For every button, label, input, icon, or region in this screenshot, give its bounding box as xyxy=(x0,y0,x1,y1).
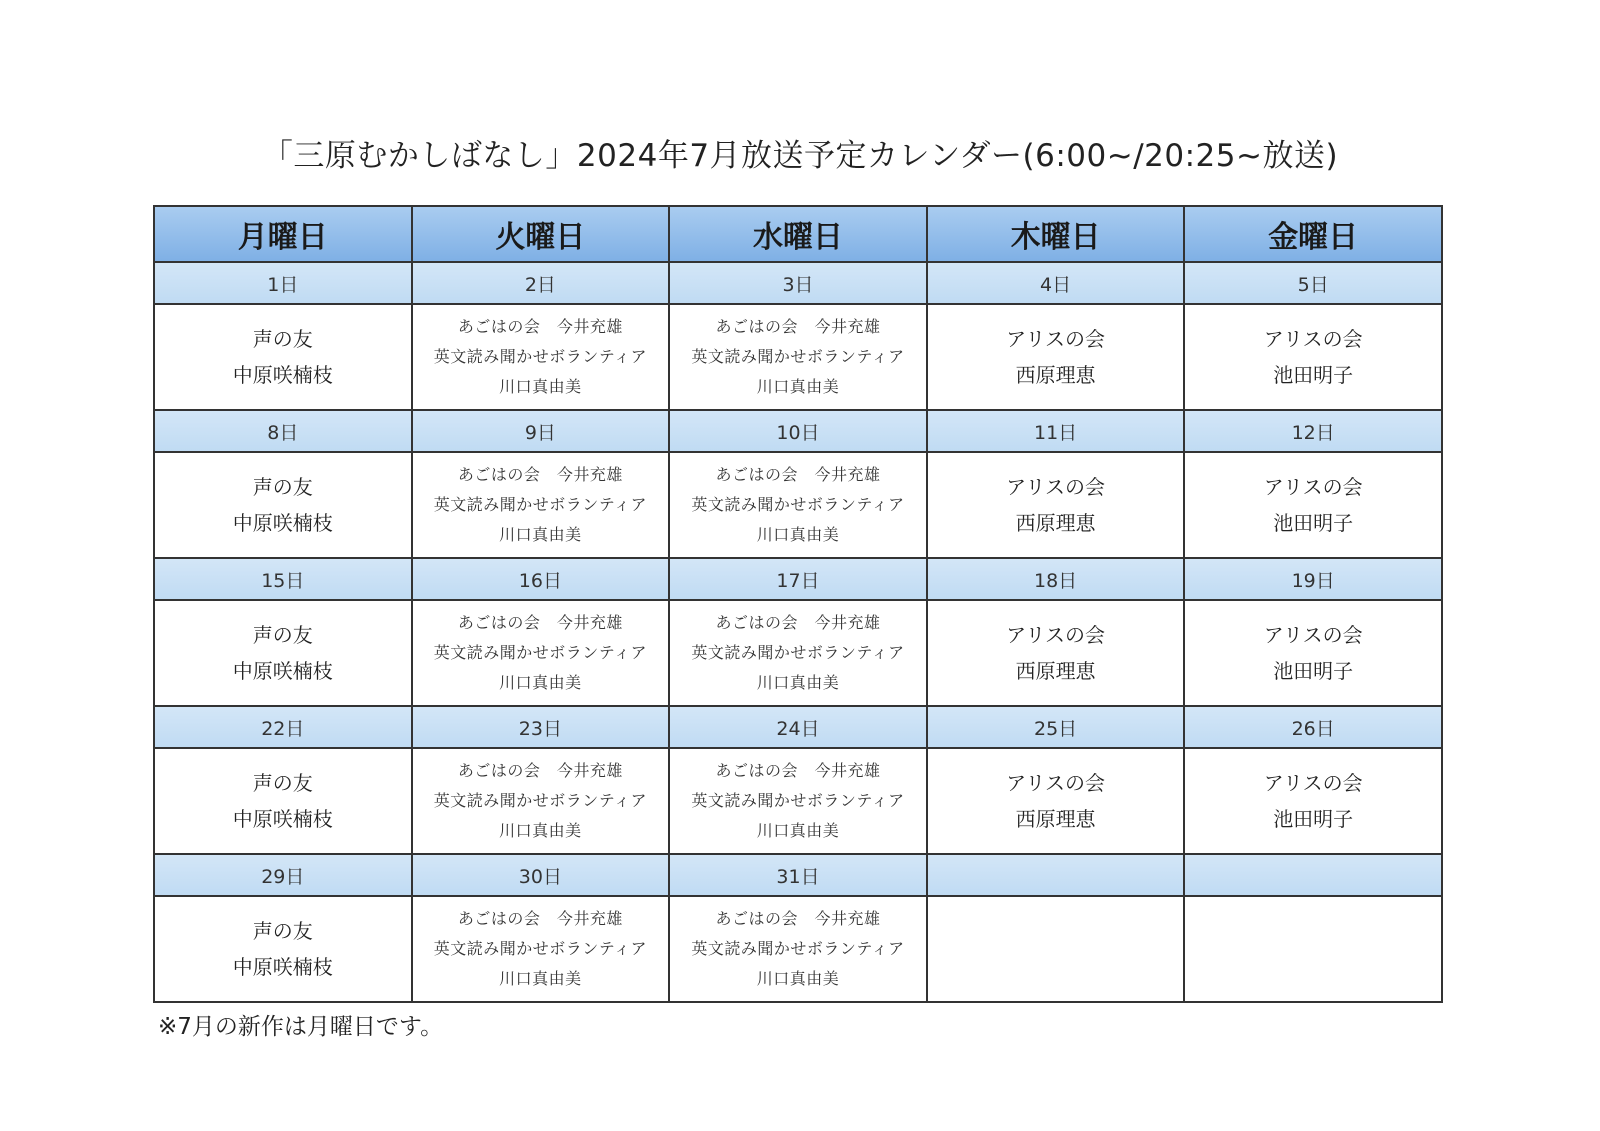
date-row xyxy=(154,558,1442,600)
program-group: アリスの会 xyxy=(1006,327,1105,351)
program-line: 中原咲楠枝 xyxy=(232,511,333,535)
program-line: 池田明子 xyxy=(1273,511,1354,535)
date-cell: 18日 xyxy=(927,558,1185,600)
program-cell xyxy=(669,748,927,854)
page-title: 「三原むかしばなし」2024年7月放送予定カレンダー(6:00~/20:25~放送) xyxy=(261,138,1339,174)
program-cell xyxy=(154,896,412,1002)
program-cell xyxy=(927,304,1185,410)
date-cell: 26日 xyxy=(1184,706,1442,748)
program-line: 川口真由美 xyxy=(499,377,582,396)
program-line: 英文読み聞かせボランティア xyxy=(691,643,905,662)
program-line: 英文読み聞かせボランティア xyxy=(691,495,905,514)
program-line: 川口真由美 xyxy=(499,969,582,988)
date-cell: 23日 xyxy=(412,706,670,748)
program-cell xyxy=(669,600,927,706)
weekday-header-row xyxy=(154,206,1442,262)
weekday-header-tue: 火曜日 xyxy=(412,206,670,262)
program-group: アリスの会 xyxy=(1263,771,1363,795)
weekday-header-fri: 金曜日 xyxy=(1184,206,1442,262)
program-cell xyxy=(1184,600,1442,706)
program-line: 西原理恵 xyxy=(1015,807,1096,831)
program-group: あごはの会 今井充雄 xyxy=(715,465,881,484)
program-line: 川口真由美 xyxy=(499,673,582,692)
date-cell: 8日 xyxy=(154,410,412,452)
program-cell xyxy=(154,600,412,706)
weekday-header-thu: 木曜日 xyxy=(927,206,1185,262)
date-cell: 12日 xyxy=(1184,410,1442,452)
date-row xyxy=(154,410,1442,452)
program-line: 川口真由美 xyxy=(756,969,840,988)
program-group: あごはの会 今井充雄 xyxy=(715,909,881,928)
program-group: 声の友 xyxy=(252,475,313,499)
program-cell xyxy=(927,452,1185,558)
program-cell xyxy=(669,896,927,1002)
program-group: 声の友 xyxy=(252,919,313,943)
date-cell: 10日 xyxy=(669,410,927,452)
program-line: 英文読み聞かせボランティア xyxy=(691,347,905,366)
program-group: あごはの会 今井充雄 xyxy=(457,465,623,484)
date-cell: 11日 xyxy=(927,410,1185,452)
program-line: 池田明子 xyxy=(1273,807,1354,831)
program-cell xyxy=(927,896,1185,1002)
program-cell xyxy=(412,304,670,410)
program-group: あごはの会 今井充雄 xyxy=(457,761,623,780)
program-group: 声の友 xyxy=(252,327,313,351)
date-cell: 17日 xyxy=(669,558,927,600)
weekday-header-mon: 月曜日 xyxy=(154,206,412,262)
program-line: 西原理恵 xyxy=(1015,363,1096,387)
date-row xyxy=(154,706,1442,748)
date-cell: 29日 xyxy=(154,854,412,896)
program-row xyxy=(154,896,1442,1002)
program-row xyxy=(154,748,1442,854)
program-group: あごはの会 今井充雄 xyxy=(715,761,881,780)
program-line: 川口真由美 xyxy=(756,821,840,840)
program-cell xyxy=(1184,896,1442,1002)
program-cell xyxy=(412,600,670,706)
program-cell xyxy=(927,748,1185,854)
program-row xyxy=(154,600,1442,706)
date-cell: 31日 xyxy=(669,854,927,896)
program-line: 英文読み聞かせボランティア xyxy=(433,939,647,958)
program-group: アリスの会 xyxy=(1263,475,1363,499)
program-cell xyxy=(1184,748,1442,854)
program-line: 英文読み聞かせボランティア xyxy=(433,495,647,514)
program-group: アリスの会 xyxy=(1263,327,1363,351)
program-group: あごはの会 今井充雄 xyxy=(457,613,623,632)
program-cell xyxy=(669,304,927,410)
program-line: 中原咲楠枝 xyxy=(232,659,333,683)
footnote: ※7月の新作は月曜日です。 xyxy=(158,1014,444,1040)
program-line: 川口真由美 xyxy=(756,377,840,396)
program-cell xyxy=(1184,304,1442,410)
program-cell xyxy=(154,304,412,410)
program-cell xyxy=(154,748,412,854)
program-line: 川口真由美 xyxy=(499,821,582,840)
date-cell: 25日 xyxy=(927,706,1185,748)
program-group: 声の友 xyxy=(252,623,313,647)
program-line: 中原咲楠枝 xyxy=(232,807,333,831)
date-cell: 3日 xyxy=(669,262,927,304)
program-group: あごはの会 今井充雄 xyxy=(457,909,623,928)
program-group: アリスの会 xyxy=(1263,623,1363,647)
program-cell xyxy=(927,600,1185,706)
program-line: 英文読み聞かせボランティア xyxy=(433,643,647,662)
program-group: アリスの会 xyxy=(1006,623,1105,647)
program-cell xyxy=(412,748,670,854)
program-line: 川口真由美 xyxy=(499,525,582,544)
program-group: アリスの会 xyxy=(1006,771,1105,795)
program-line: 西原理恵 xyxy=(1015,659,1096,683)
program-line: 池田明子 xyxy=(1273,659,1354,683)
date-cell: 16日 xyxy=(412,558,670,600)
program-line: 川口真由美 xyxy=(756,525,840,544)
program-group: あごはの会 今井充雄 xyxy=(457,317,623,336)
program-cell xyxy=(412,452,670,558)
program-line: 英文読み聞かせボランティア xyxy=(433,791,647,810)
program-row xyxy=(154,304,1442,410)
weekday-header-wed: 水曜日 xyxy=(669,206,927,262)
date-cell: 30日 xyxy=(412,854,670,896)
date-row xyxy=(154,262,1442,304)
program-line: 中原咲楠枝 xyxy=(232,363,333,387)
program-group: 声の友 xyxy=(252,771,313,795)
program-line: 英文読み聞かせボランティア xyxy=(691,939,905,958)
broadcast-calendar xyxy=(153,205,1443,1003)
date-cell: 5日 xyxy=(1184,262,1442,304)
date-cell: 4日 xyxy=(927,262,1185,304)
program-line: 英文読み聞かせボランティア xyxy=(433,347,647,366)
program-line: 英文読み聞かせボランティア xyxy=(691,791,905,810)
date-cell: 22日 xyxy=(154,706,412,748)
program-line: 池田明子 xyxy=(1273,363,1354,387)
program-cell xyxy=(154,452,412,558)
program-group: あごはの会 今井充雄 xyxy=(715,613,881,632)
date-cell: 1日 xyxy=(154,262,412,304)
date-cell xyxy=(927,854,1185,896)
program-row xyxy=(154,452,1442,558)
program-group: あごはの会 今井充雄 xyxy=(715,317,881,336)
date-cell: 2日 xyxy=(412,262,670,304)
program-line: 中原咲楠枝 xyxy=(232,955,333,979)
program-line: 西原理恵 xyxy=(1015,511,1096,535)
date-cell: 19日 xyxy=(1184,558,1442,600)
date-cell: 15日 xyxy=(154,558,412,600)
program-cell xyxy=(1184,452,1442,558)
date-cell xyxy=(1184,854,1442,896)
calendar-body xyxy=(154,262,1442,1002)
program-cell xyxy=(412,896,670,1002)
date-cell: 9日 xyxy=(412,410,670,452)
date-row xyxy=(154,854,1442,896)
program-cell xyxy=(669,452,927,558)
date-cell: 24日 xyxy=(669,706,927,748)
program-line: 川口真由美 xyxy=(756,673,840,692)
program-group: アリスの会 xyxy=(1006,475,1105,499)
